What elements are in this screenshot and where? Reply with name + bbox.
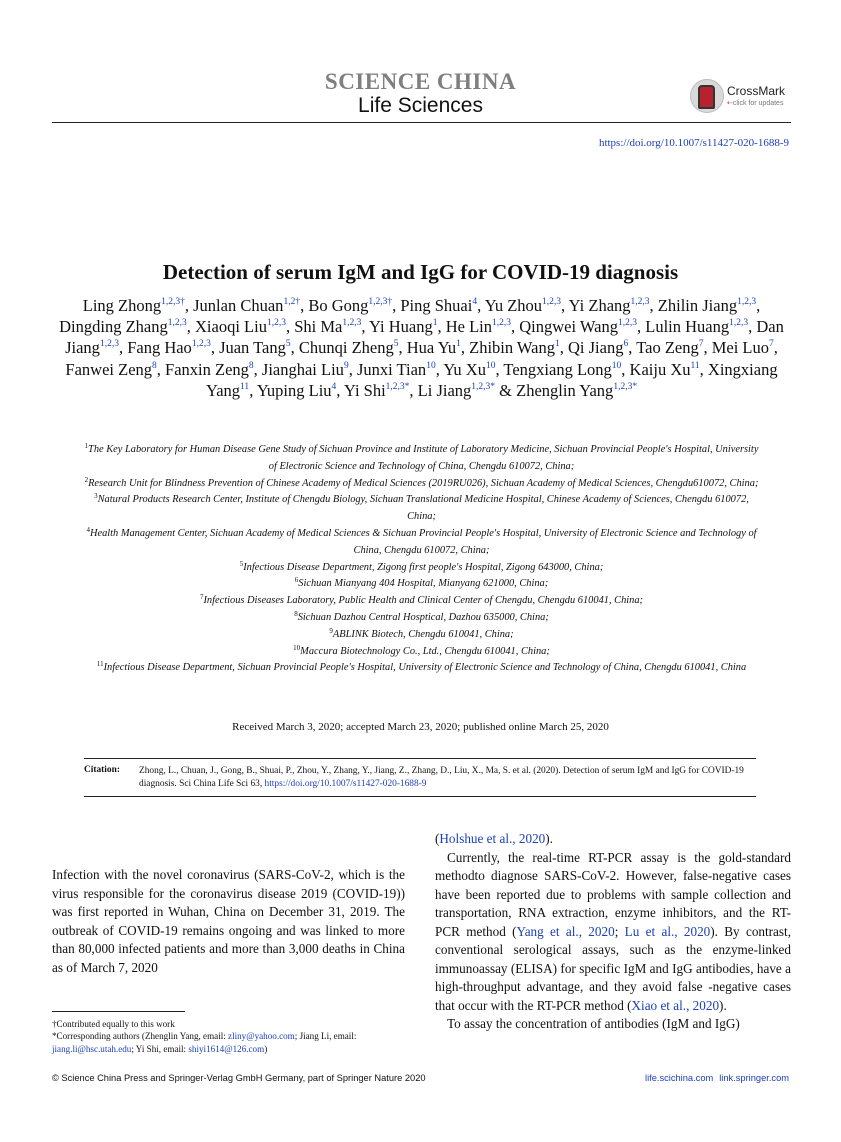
body-paragraph: Infection with the novel coronavirus (SARS-CoV-2, which is the virus responsible for the coronavirus disease 2019 (COVID-19)) was first reported in Wuhan, China on December 31, 2019. The outbreak of COVID-19 remains ongoing and was linked to more than 80,000 infected patients and more than 3,000 deaths in China as of March 7, 2020 [52, 867, 405, 975]
author-name: Fanwei Zeng [65, 359, 153, 379]
affiliation-number: 11 [96, 660, 104, 669]
author-affiliation-marker: 9 [343, 360, 349, 371]
citation-label: Citation: [84, 765, 120, 775]
author-name: Yi Huang [369, 317, 433, 337]
email-link[interactable]: shiyi1614@126.com [188, 1043, 265, 1054]
affiliation-text: Natural Products Research Center, Institute of Chengdu Biology, Sichuan Translational Medicine Hospital, Chinese Academy of Sciences, Chengdu 610072, China; [97, 494, 749, 523]
affiliation-text: Research Unit for Blindness Prevention of Chinese Academy of Medical Sciences (2019RU026), Sichuan Academy of Medical Sciences, Chengdu610072, China; [88, 477, 759, 489]
author-affiliation-marker: 10 [426, 360, 436, 371]
body-paragraph: (Holshue et al., 2020). [435, 831, 553, 846]
author-affiliation-marker: 5 [285, 339, 291, 350]
footer-link-scichina[interactable]: life.scichina.com [645, 1073, 714, 1083]
citation-text: Zhong, L., Chuan, J., Gong, B., Shuai, P., Zhou, Y., Zhang, Y., Jiang, Z., Zhang, D., Liu, X., Ma, S. et al. (2020). Detection of serum IgM and IgG for COVID-19 diagnosis. Sci China Life Sci 63, https://doi.org/10.1007/s11427-020-1688-9 [139, 766, 744, 789]
affiliation-text: Infectious Diseases Laboratory, Public Health and Clinical Center of Chengdu, Chengdu 610041, China; [203, 595, 644, 607]
affiliation-item [80, 442, 763, 476]
reference-link[interactable]: Yang et al., 2020 [516, 923, 615, 939]
affiliation-item [80, 526, 763, 560]
author-name: Kaiju Xu [629, 359, 691, 379]
author-name: Tengxiang Long [503, 359, 612, 379]
author-affiliation-marker: 1,2,3† [161, 297, 185, 307]
affiliation-list [80, 442, 763, 677]
citation-doi-link[interactable]: https://doi.org/10.1007/s11427-020-1688-9 [264, 779, 427, 789]
author-name: Tao Zeng [636, 338, 699, 358]
author-affiliation-marker: 10 [611, 360, 622, 371]
author-affiliation-marker: 1,2,3* [613, 381, 638, 392]
affiliation-number: 8 [294, 609, 298, 618]
author-name: Qingwei Wang [519, 317, 618, 337]
body-paragraph: To assay the concentration of antibodies (IgM and IgG) [447, 1016, 740, 1031]
affiliation-text: Maccura Biotechnology Co., Ltd., Chengdu 610041, China; [300, 645, 550, 657]
journal-name: SCIENCE CHINA [324, 69, 517, 94]
citation-rule-top [84, 758, 756, 759]
author-name: Shi Ma [294, 317, 343, 337]
author-affiliation-marker: 4 [331, 381, 337, 392]
affiliation-text: Health Management Center, Sichuan Academy of Medical Sciences & Sichuan Provincial People's Hospital, University of Electronic Science and Technology of China, Chengdu 610072, China; [89, 527, 757, 556]
author-affiliation-marker: 1,2,3 [191, 339, 211, 350]
footer-links [645, 1073, 789, 1083]
author-affiliation-marker: 1,2,3 [99, 339, 119, 350]
author-name: Zhibin Wang [469, 338, 556, 358]
reference-link[interactable]: Lu et al., 2020 [624, 923, 711, 939]
affiliation-text: Infectious Disease Department, Sichuan Provincial People's Hospital, University of Electronic Science and Technology of China, Chengdu 610041, China [103, 662, 747, 674]
author-name: Zhenglin Yang [516, 380, 614, 400]
author-affiliation-marker: 1,2† [283, 297, 301, 307]
affiliation-text: ABLINK Biotech, Chengdu 610041, China; [332, 628, 514, 640]
affiliation-text: Sichuan Dazhou Central Hosptical, Dazhou 635000, China; [297, 611, 549, 623]
author-name: Yi Shi [343, 380, 386, 400]
affiliation-item [80, 644, 763, 661]
email-link[interactable]: zliny@yahoo.com [228, 1031, 295, 1042]
author-affiliation-marker: 1,2,3 [737, 297, 757, 307]
author-affiliation-marker: 1,2,3 [630, 297, 650, 307]
author-name: Yu Zhou [484, 296, 543, 315]
author-affiliation-marker: 11 [240, 381, 250, 392]
author-affiliation-marker: 5 [393, 339, 399, 350]
author-name: Ling Zhong [82, 296, 162, 315]
author-name: Lulin Huang [645, 317, 730, 337]
author-name: He Lin [445, 317, 492, 337]
journal-subtitle: Life Sciences [358, 94, 483, 117]
affiliation-item [80, 593, 763, 610]
author-affiliation-marker: 1,2,3 [266, 318, 286, 329]
footnote-corresponding: *Corresponding authors (Zhenglin Yang, email: zliny@yahoo.com; Jiang Li, email: jiang.li@hsc.utah.edu; Yi Shi, email: shiyi1614@126.com) [52, 1031, 357, 1054]
author-affiliation-marker: 1 [555, 339, 560, 350]
author-name: Zhilin Jiang [657, 296, 738, 315]
author-name: Juan Tang [219, 338, 286, 358]
author-name: Fang Hao [127, 338, 192, 358]
footnote-rule [52, 1011, 185, 1012]
affiliation-item [80, 492, 763, 526]
author-name: Xiaoqi Liu [195, 317, 267, 337]
affiliation-text: Sichuan Mianyang 404 Hospital, Mianyang 621000, China; [298, 578, 549, 590]
citation-rule-bottom [84, 796, 756, 797]
author-list: Ling Zhong$^{1,2,3\dagger}$, Junlan Chuan$^{1,2\dagger}$, Bo Gong$^{1,2,3\dagger}$, Ping Shuai$^4$, Yu Zhou$^{1,2,3}$, Yi Zhang$^{1,2,3}$, Zhilin Jiang$^{1,2,3}$, Dingding Zhang$^{1,2,3}$, Xiaoqi Liu$^{1,2,3}$, Shi Ma$^{1,2,3}$, Yi Huang$^1$, He Lin$^{1,2,3}$, Qingwei Wang$^{1,2,3}$, Lulin Huang$^{1,2,3}$, Dan Jiang$^{1,2,3}$, Fang Hao$^{1,2,3}$, Juan Tang$^5$, Chunqi Zheng$^5$, Hua Yu$^1$, Zhibin Wang$^1$, Qi Jiang$^6$, Tao Zeng$^7$, Mei Luo$^7$, Fanwei Zeng$^8$, Fanxin Zeng$^8$, Jianghai Liu$^9$, Junxi Tian$^{10}$, Yu Xu$^{10}$, Tengxiang Long$^{10}$, Kaiju Xu$^{11}$, Xingxiang Yang$^{11}$, Yuping Liu$^4$, Yi Shi$^{1,2,3*}$, Li Jiang$^{1,2,3*}$ & Zhenglin Yang$^{1,2,3*}$ [59, 296, 784, 400]
author-name: Li Jiang [417, 380, 472, 400]
doi-link[interactable]: https://doi.org/10.1007/s11427-020-1688-9 [598, 137, 789, 149]
footnote-contrib: †Contributed equally to this work [52, 1019, 175, 1029]
author-name: Yuping Liu [256, 380, 332, 400]
affiliation-number: 10 [293, 643, 301, 652]
author-affiliation-marker: 1,2,3† [368, 297, 393, 307]
author-affiliation-marker: 10 [485, 360, 496, 371]
author-name: Yi Zhang [568, 296, 631, 315]
affiliation-number: 1 [84, 442, 89, 450]
author-affiliation-marker: 1,2,3 [542, 297, 562, 307]
footer-copyright: © Science China Press and Springer-Verlag GmbH Germany, part of Springer Nature 2020 [52, 1073, 426, 1083]
affiliation-item [80, 560, 763, 577]
author-affiliation-marker: 6 [623, 339, 629, 350]
author-affiliation-marker: 8 [152, 360, 157, 371]
author-name: Junlan Chuan [193, 296, 284, 315]
author-affiliation-marker: 1 [432, 318, 438, 329]
author-affiliation-marker: 8 [248, 360, 254, 371]
author-name: Xingxiang Yang [205, 359, 778, 400]
footer-link-springer[interactable]: link.springer.com [719, 1073, 789, 1083]
affiliation-number: 9 [329, 626, 333, 635]
crossmark-sub: ⇠click for updates [727, 100, 784, 107]
affiliation-item [80, 576, 763, 593]
author-affiliation-marker: 1 [456, 339, 461, 350]
author-name: Qi Jiang [568, 338, 624, 358]
author-affiliation-marker: 1,2,3 [342, 318, 362, 329]
affiliation-text: Infectious Disease Department, Zigong first people's Hospital, Zigong 643000, China; [243, 561, 604, 573]
author-affiliation-marker: 1,2,3 [167, 318, 187, 329]
affiliation-text: The Key Laboratory for Human Disease Gene Study of Sichuan Province and Institute of Laboratory Medicine, Sichuan Provincial People's Hospital, University of Electronic Science and Technology of China, Chengdu 610072, China; [88, 444, 759, 472]
affiliation-number: 3 [94, 492, 98, 501]
author-name: Chunqi Zheng [298, 338, 394, 358]
author-name: Dan Jiang [65, 317, 784, 358]
author-affiliation-marker: 1,2,3* [471, 381, 496, 392]
crossmark-icon [690, 79, 724, 113]
email-link[interactable]: jiang.li@hsc.utah.edu [52, 1043, 132, 1054]
header-rule [52, 122, 791, 123]
author-affiliation-marker: 1,2,3 [492, 318, 511, 329]
author-name: Jianghai Liu [261, 359, 344, 379]
author-affiliation-marker: 1,2,3 [729, 318, 749, 329]
body-right-column [435, 830, 791, 1034]
affiliation-number: 5 [239, 559, 244, 568]
affiliation-number: 7 [199, 593, 204, 602]
affiliation-number: 6 [294, 576, 299, 585]
affiliation-item [80, 627, 763, 644]
author-name: Fanxin Zeng [165, 359, 249, 379]
author-affiliation-marker: 4 [472, 297, 478, 307]
author-affiliation-marker: 1,2,3 [617, 318, 637, 329]
affiliation-item [80, 660, 763, 677]
author-name: Mei Luo [711, 338, 770, 358]
author-name: Bo Gong [308, 296, 369, 315]
affiliation-number: 2 [84, 475, 89, 484]
affiliation-item [80, 476, 763, 493]
affiliation-item [80, 610, 763, 627]
crossmark-label: CrossMark [727, 84, 786, 98]
body-paragraph: Currently, the real-time RT-PCR assay is the gold-standard methodto diagnose SARS-CoV-2. However, false-negative cases have been reported due to problems with sample collection and transportation, RNA extraction, enzyme inhibitors, and the RT-PCR method (Yang et al., 2020; Lu et al., 2020). By contrast, conventional serological assays, such as the enzyme-linked immunoassay (ELISA) for specific IgM and IgG antibodies, have a high-throughput advantage, and they avoid false -negative cases that occur with the RT-PCR method (Xiao et al., 2020). [435, 849, 792, 1013]
article-title: Detection of serum IgM and IgG for COVID-19 diagnosis [162, 260, 679, 284]
crossmark-badge[interactable] [690, 79, 800, 113]
author-name: Hua Yu [406, 338, 457, 358]
received-dates: Received March 3, 2020; accepted March 23, 2020; published online March 25, 2020 [232, 721, 609, 733]
author-affiliation-marker: 7 [769, 339, 774, 350]
author-affiliation-marker: 7 [698, 339, 704, 350]
affiliation-number: 4 [86, 525, 90, 534]
author-affiliation-marker: 11 [690, 360, 700, 371]
author-name: Dingding Zhang [59, 317, 168, 337]
body-left-column [52, 866, 405, 977]
reference-link[interactable]: Holshue et al., 2020 [439, 831, 546, 846]
author-name: Junxi Tian [356, 359, 427, 379]
author-name: Yu Xu [443, 359, 486, 379]
footnotes [52, 1018, 408, 1055]
reference-link[interactable]: Xiao et al., 2020 [631, 997, 720, 1013]
author-name: Ping Shuai [400, 296, 473, 315]
author-affiliation-marker: 1,2,3* [385, 381, 410, 392]
